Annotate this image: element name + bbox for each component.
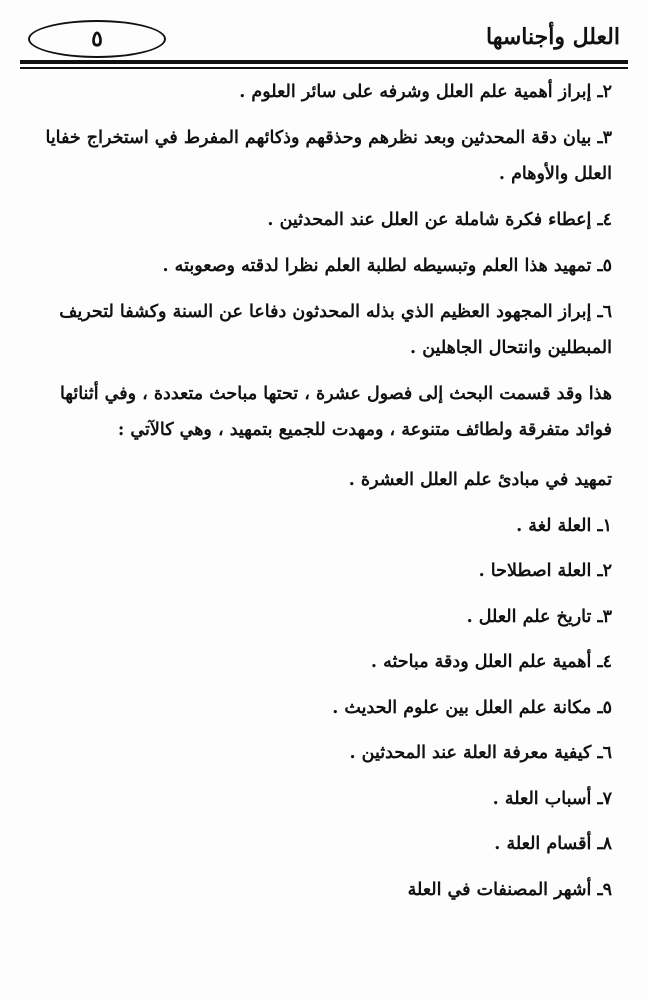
objective-item: ٥ـ تمهيد هذا العلم وتبسيطه لطلبة العلم نظرا لدقته وصعوبته . xyxy=(162,256,612,276)
topic-item: ٣ـ تاريخ علم العلل . xyxy=(466,606,612,627)
objective-item: ٣ـ بيان دقة المحدثين وبعد نظرهم وحذقهم وذكائهم المفرط في استخراج خفايا العلل والأوهام . xyxy=(45,128,612,184)
intro-heading: تمهيد في مبادئ علم العلل العشرة . xyxy=(348,470,612,490)
objective-item: ٤ـ إعطاء فكرة شاملة عن العلل عند المحدثين . xyxy=(267,210,612,230)
objective-item: ٦ـ إبراز المجهود العظيم الذي بذله المحدثون دفاعا عن السنة وكشفا لتحريف المبطلين وانتحال الجاهلين . xyxy=(59,302,612,358)
topic-item: ٢ـ العلة اصطلاحا . xyxy=(478,561,612,581)
topic-item: ٤ـ أهمية علم العلل ودقة مباحثه . xyxy=(370,652,612,672)
topic-item: ٩ـ أشهر المصنفات في العلة xyxy=(407,879,612,900)
page-header xyxy=(20,18,628,60)
topic-item: ٨ـ أقسام العلة . xyxy=(494,834,612,854)
header-rule-thick xyxy=(20,60,628,64)
topic-item: ٧ـ أسباب العلة . xyxy=(492,788,612,809)
page-body xyxy=(34,74,612,913)
running-title: العلل وأجناسها xyxy=(486,24,620,50)
topic-item: ٥ـ مكانة علم العلل بين علوم الحديث . xyxy=(332,697,612,718)
division-paragraph: هذا وقد قسمت البحث إلى فصول عشرة ، تحتها مباحث متعددة ، وفي أثنائها فوائد متفرقة ولطائف متنوعة ، ومهدت للجميع بتمهيد ، وهي كالآتي : xyxy=(59,384,612,440)
header-rule-thin xyxy=(20,67,628,69)
topic-item: ١ـ العلة لغة . xyxy=(516,515,612,536)
topic-item: ٦ـ كيفية معرفة العلة عند المحدثين . xyxy=(349,743,612,763)
objective-item: ٢ـ إبراز أهمية علم العلل وشرفه على سائر العلوم . xyxy=(239,82,612,102)
page-number: ٥ xyxy=(28,20,166,58)
